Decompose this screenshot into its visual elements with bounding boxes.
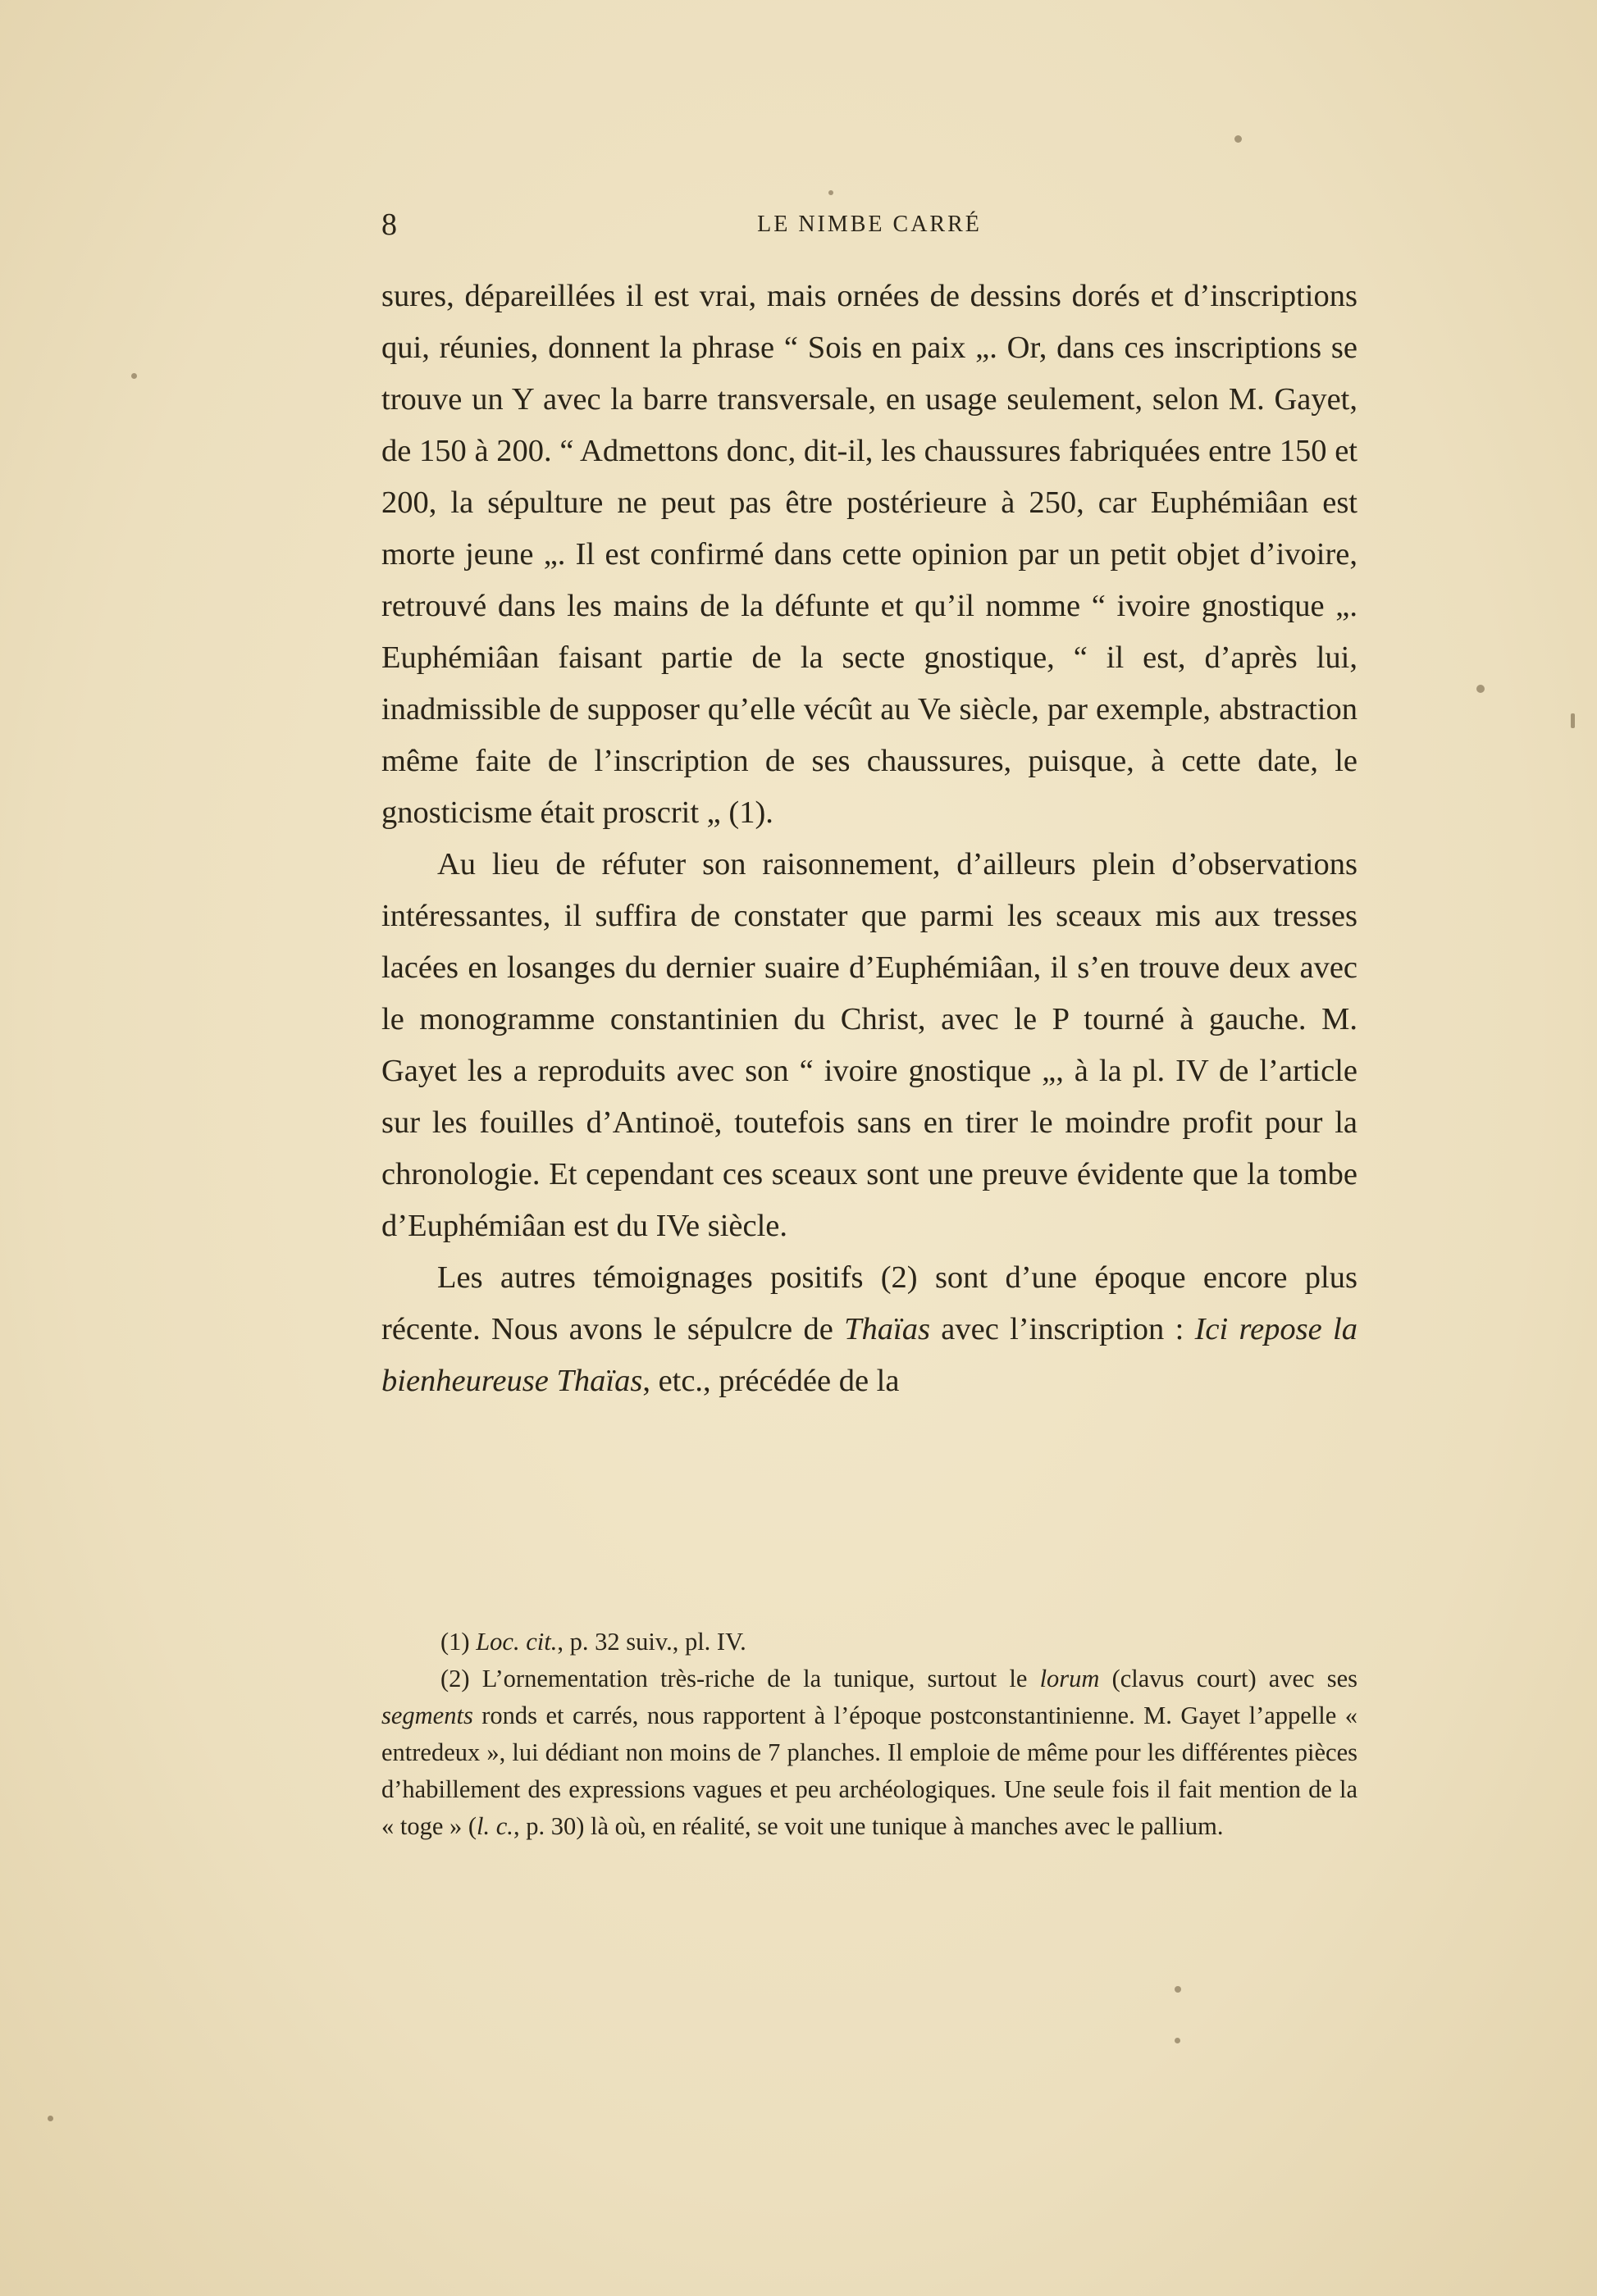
paper-speck	[1234, 135, 1242, 143]
footnote-2-lc: l. c.	[477, 1812, 513, 1840]
paper-speck	[1571, 713, 1575, 728]
paper-speck	[131, 373, 137, 379]
footnote-1	[381, 1624, 1357, 1660]
footnote-1-mark: (1)	[440, 1628, 477, 1656]
footnote-2-lorum: lorum	[1039, 1665, 1100, 1692]
footnote-2-d: , p. 30) là où, en réalité, se voit une tunique à manches avec le pallium.	[513, 1812, 1224, 1840]
page-header	[381, 207, 1357, 256]
name-thaias: Thaïas	[844, 1312, 930, 1346]
paper-speck	[48, 2116, 53, 2121]
paper-speck	[828, 190, 833, 195]
footnote-1-rest: , p. 32 suiv., pl. IV.	[557, 1628, 746, 1656]
paragraph-3	[381, 1252, 1357, 1407]
paper-speck	[1476, 685, 1485, 693]
body-text	[381, 271, 1357, 1407]
paragraph-3-end: , etc., précédée de la	[642, 1364, 900, 1398]
paper-speck	[1175, 1986, 1181, 1993]
paragraph-1: sures, dépareillées il est vrai, mais ornées de dessins dorés et d’inscriptions qui, réunies, donnent la phrase “ Sois en paix „. Or, dans ces inscriptions se trouve un Y avec la barre transversale, en usage seulement, selon M. Gayet, de 150 à 200. “ Admettons donc, dit-il, les chaussures fabriquées entre 150 et 200, la sépulture ne peut pas être postérieure à 250, car Euphémiâan est morte jeune „. Il est confirmé dans cette opinion par un petit objet d’ivoire, retrouvé dans les mains de la défunte et qu’il nomme “ ivoire gnostique „. Euphémiâan faisant partie de la secte gnostique, “ il est, d’après lui, inadmissible de supposer qu’elle vécût au Ve siècle, par exemple, abstraction même faite de l’inscription de ses chaussures, puisque, à cette date, le gnosticisme était proscrit „ (1).	[381, 279, 1357, 830]
footnotes	[381, 1624, 1357, 1845]
running-title: LE NIMBE CARRÉ	[757, 212, 982, 237]
footnote-2-a: (2) L’ornementation très-riche de la tunique, surtout le	[440, 1665, 1040, 1692]
inscription-quote: Ici repose la bienheureuse Thaïas	[381, 1312, 1357, 1398]
page-number: 8	[381, 207, 397, 242]
footnote-2	[381, 1660, 1357, 1845]
footnote-2-segments: segments	[381, 1702, 473, 1729]
footnote-2-b: (clavus court) avec ses	[1099, 1665, 1357, 1692]
paragraph-3-mid: avec l’inscription :	[929, 1312, 1195, 1346]
footnote-1-ref: Loc. cit.	[476, 1628, 558, 1656]
paragraph-2: Au lieu de réfuter son raisonnement, d’ailleurs plein d’observations intéressantes, il suffira de constater que parmi les sceaux mis aux tresses lacées en losanges du dernier suaire d’Euphémiâan, il s’en trouve deux avec le monogramme constantinien du Christ, avec le P tourné à gauche. M. Gayet les a reproduits avec son “ ivoire gnostique „, à la pl. IV de l’article sur les fouilles d’Antinoë, toutefois sans en tirer le moindre profit pour la chronologie. Et cependant ces sceaux sont une preuve évidente que la tombe d’Euphémiâan est du IVe siècle.	[381, 847, 1357, 1243]
paragraph-3-start: Les autres témoignages positifs (2) sont d’une époque encore plus récente. Nous avons le sépulcre de	[381, 1260, 1357, 1346]
footnote-2-c: ronds et carrés, nous rapportent à l’époque postconstantinienne. M. Gayet l’appelle « entredeux », lui dédiant non moins de 7 planches. Il emploie de même pour les différentes pièces d’habillement des expressions vagues et peu archéologiques. Une seule fois il fait mention de la « toge » (	[381, 1702, 1357, 1840]
paper-speck	[1175, 2038, 1180, 2043]
